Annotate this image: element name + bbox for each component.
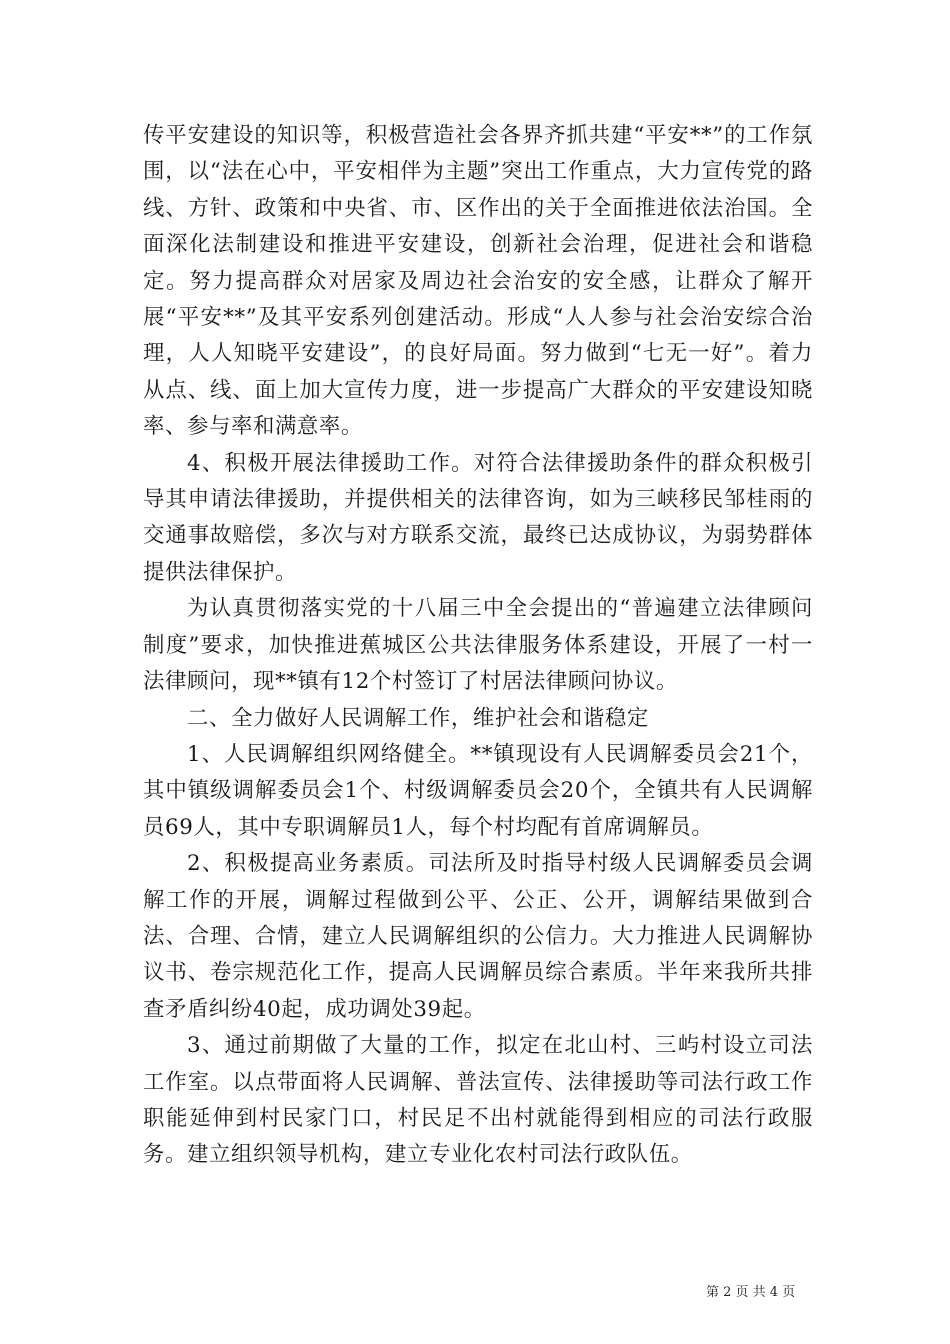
paragraph-7: 3、通过前期做了大量的工作，拟定在北山村、三屿村设立司法工作室。以点带面将人民调解、普法宣传、法律援助等司法行政工作职能延伸到村民家门口，村民足不出村就能得到相应的司法行政服务。建立组织领导机构，建立专业化农村司法行政队伍。	[143, 1033, 813, 1168]
paragraph-5: 1、人民调解组织网络健全。**镇现设有人民调解委员会21个，其中镇级调解委员会1个、村级调解委员会20个，全镇共有人民调解员69人，其中专职调解员1人，每个村均配有首席调解员。	[143, 741, 813, 840]
paragraph-1: 传平安建设的知识等，积极营造社会各界齐抓共建“平安**”的工作氛围，以“法在心中，平安相伴为主题”突出工作重点，大力宣传党的路线、方针、政策和中央省、市、区作出的关于全面推进依法治国。全面深化法制建设和推进平安建设，创新社会治理，促进社会和谐稳定。努力提高群众对居家及周边社会治安的安全感，让群众了解开展“平安**”及其平安系列创建活动。形成“人人参与社会治安综合治理，人人知晓平安建设”，的良好局面。努力做到“七无一好”。着力从点、线、面上加大宣传力度，进一步提高广大群众的平安建设知晓率、参与率和满意率。	[143, 123, 813, 440]
paragraph-2: 4、积极开展法律援助工作。对符合法律援助条件的群众积极引导其申请法律援助，并提供相关的法律咨询，如为三峡移民邹桂雨的交通事故赔偿，多次与对方联系交流，最终已达成协议，为弱势群体提供法律保护。	[143, 450, 813, 585]
document-body	[143, 118, 813, 1174]
page-number: 第 2 页 共 4 页	[706, 1285, 796, 1300]
paragraph-3: 为认真贯彻落实党的十八届三中全会提出的“普遍建立法律顾问制度”要求，加快推进蕉城区公共法律服务体系建设，开展了一村一法律顾问，现**镇有12个村签订了村居法律顾问协议。	[143, 596, 813, 695]
paragraph-6: 2、积极提高业务素质。司法所及时指导村级人民调解委员会调解工作的开展，调解过程做到公平、公正、公开，调解结果做到合法、合理、合情，建立人民调解组织的公信力。大力推进人民调解协议书、卷宗规范化工作，提高人民调解员综合素质。半年来我所共排查矛盾纠纷40起，成功调处39起。	[143, 851, 813, 1022]
section-heading-2: 二、全力做好人民调解工作，维护社会和谐稳定	[187, 705, 649, 731]
